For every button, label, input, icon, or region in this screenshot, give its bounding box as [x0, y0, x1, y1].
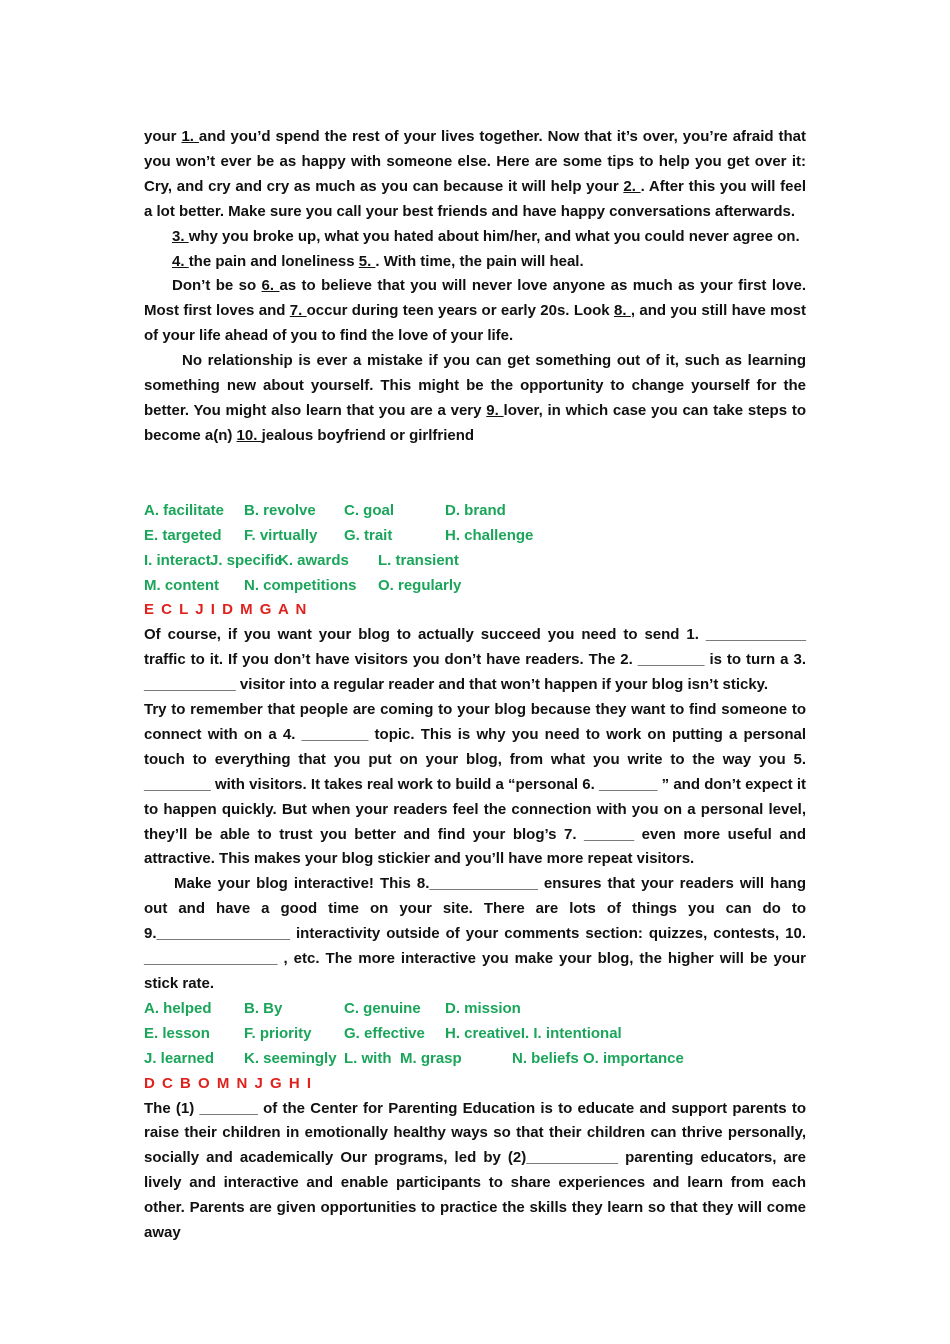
option-item: J. specific [210, 551, 283, 569]
option-item: N. competitions [244, 576, 357, 594]
blank-marker: 6. [261, 277, 280, 295]
answer-key-2: D C B O M N J G H I [144, 1074, 313, 1092]
passage1-paragraph-2 [144, 225, 806, 250]
options-list-2 [144, 997, 806, 1072]
passage2-paragraph-2: Try to remember that people are coming to your blog because they want to find someone to connect with on a 4. ________ topic. This is why you need to work on putting a personal touch to everything that you put on your blog, from what you write to the way you 5. ________ with visitors. It takes real work to build a “personal 6. _______ ” and don’t expect it to happen quickly. But when your readers feel the connection with you on a personal level, they’ll be able to trust you better and find your blog’s 7. ______ even more useful and attractive. This makes your blog stickier and you’ll have more repeat visitors. [144, 701, 806, 868]
options-list-1 [144, 499, 806, 599]
passage-text: your [144, 128, 182, 145]
option-item: C. goal [344, 501, 395, 519]
passage-text: why you broke up, what you hated about him/her, and what you could never agree on. [188, 227, 800, 245]
option-item: K. awards [278, 551, 349, 569]
option-item: O. importance [583, 1049, 684, 1067]
passage-text: jealous boyfriend or girlfriend [261, 426, 475, 444]
passage3-paragraph-1: The (1) _______ of the Center for Parenting Education is to educate and support parents to raise their children in emotionally healthy ways so that their children can thrive personally, socially and academically Our programs, led by (2)___________ parenting educators, are lively and interactive and enable participants to share experiences and learn from each other. Parents are given opportunities to practice the skills they learn so that they will come away [144, 1099, 806, 1242]
option-item: L. with [344, 1049, 392, 1067]
option-item: E. targeted [144, 526, 222, 544]
passage-text: lover, in which case you can take steps to become a(n) [144, 401, 806, 444]
passage1-paragraph-5 [144, 349, 806, 449]
option-item: G. trait [344, 526, 393, 544]
options-row [144, 499, 806, 524]
options-row [144, 549, 806, 574]
options-row [144, 524, 806, 549]
option-item: A. helped [144, 999, 212, 1017]
option-item: O. regularly [378, 576, 462, 594]
option-item: M. content [144, 576, 219, 594]
option-item: I. I. intentional [520, 1024, 622, 1042]
option-item: F. priority [244, 1024, 312, 1042]
passage-text: the pain and loneliness [188, 252, 359, 270]
option-item: H. creative [445, 1024, 521, 1042]
blank-marker: 5. [358, 252, 376, 270]
option-item: A. facilitate [144, 501, 225, 519]
options-row [144, 1022, 806, 1047]
passage-text: No relationship is ever a mistake if you can get something out of it, such as learning something new about yourself. This might be the opportunity to change yourself for the better. You might also learn that you are a very [144, 352, 806, 419]
option-item: L. transient [378, 551, 459, 569]
option-item: N. beliefs [512, 1049, 579, 1067]
blank-marker: 1. [181, 128, 199, 145]
passage-text: Don’t be so [172, 277, 262, 295]
blank-marker: 2. [623, 177, 641, 195]
passage-text: and you’d spend the rest of your lives together. Now that it’s over, you’re afraid that you won’t ever be as happy with someone else. Here are some tips to help you get over it: Cry, and cry and cry as much as you can because it will help your [144, 128, 806, 195]
passage-text: . After this you will feel a lot better. Make sure you call your best friends and have happy conversations afterwards. [144, 177, 806, 220]
blank-marker: 8. [614, 302, 631, 320]
passage-text: occur during teen years or early 20s. Look [306, 302, 614, 320]
option-item: C. genuine [344, 999, 421, 1017]
passage1-paragraph-1 [144, 125, 806, 225]
option-item: I. interact [144, 551, 211, 569]
options-row [144, 1047, 806, 1072]
blank-marker: 9. [486, 401, 504, 419]
option-item: E. lesson [144, 1024, 210, 1042]
document-body [144, 125, 806, 1246]
option-item: H. challenge [445, 526, 534, 544]
blank-marker: 3. [172, 227, 189, 245]
option-item: J. learned [144, 1049, 215, 1067]
passage1-paragraph-4 [144, 274, 806, 349]
options-row [144, 574, 806, 599]
spacer [144, 449, 806, 499]
passage-text: . With time, the pain will heal. [375, 252, 584, 270]
option-item: G. effective [344, 1024, 425, 1042]
option-item: D. mission [445, 999, 521, 1017]
answer-key-1: E C L J I D M G A N [144, 601, 308, 619]
option-item: K. seemingly [244, 1049, 337, 1067]
passage-text: , and you still have most of your life ahead of you to find the love of your life. [144, 302, 806, 345]
blank-marker: 7. [289, 302, 307, 320]
passage2-paragraph-3: Make your blog interactive! This 8._____________ ensures that your readers will hang out and have a good time on your site. There are lots of things you can do to 9.________________ interactivity outside of your comments section: quizzes, contests, 10. ________________ , etc. The more interactive you make your blog, the higher will be your stick rate. [144, 875, 806, 992]
option-item: M. grasp [400, 1049, 462, 1067]
passage-text: as to believe that you will never love anyone as much as your first love. Most first loves and [144, 277, 807, 320]
passage2-paragraph-1: Of course, if you want your blog to actually succeed you need to send 1. ____________ traffic to it. If you don’t have visitors you don’t have readers. The 2. ________ is to turn a 3. ___________ visitor into a regular reader and that won’t happen if your blog isn’t sticky. [144, 626, 806, 694]
option-item: D. brand [445, 501, 506, 519]
blank-marker: 10. [236, 426, 262, 444]
options-row [144, 997, 806, 1022]
blank-marker: 4. [172, 252, 189, 270]
option-item: F. virtually [244, 526, 318, 544]
option-item: B. revolve [244, 501, 316, 519]
option-item: B. By [244, 999, 283, 1017]
passage1-paragraph-3 [144, 250, 806, 275]
